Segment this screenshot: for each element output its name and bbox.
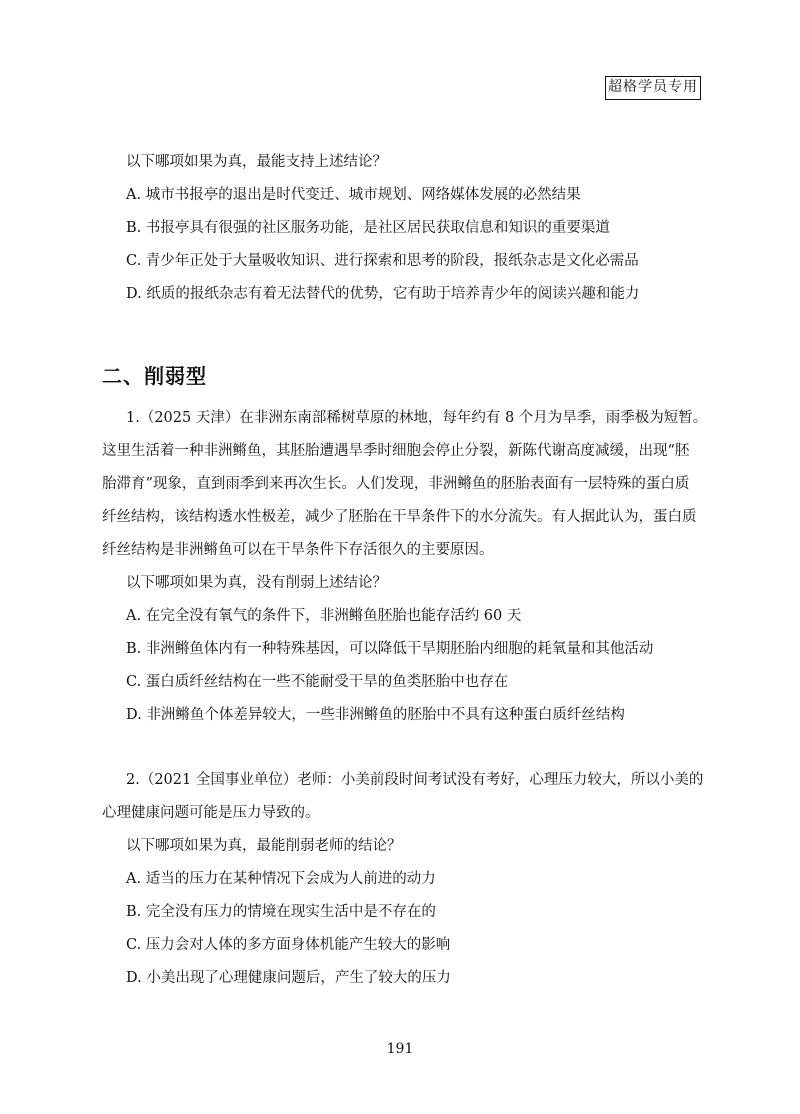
q1-stem-line-3: 胎滞育”现象，直到雨季到来再次生长。人们发现，非洲鳉鱼的胚胎表面有一层特殊的蛋白质	[102, 476, 690, 492]
prev-question-prompt: 以下哪项如果为真，最能支持上述结论？	[126, 154, 387, 170]
students-only-badge: 超格学员专用	[605, 76, 701, 100]
q1-stem-line-1: 1.（2025 天津）在非洲东南部稀树草原的林地，每年约有 8 个月为旱季，雨季极为短暂。	[126, 410, 708, 426]
page-number: 191	[386, 1041, 414, 1057]
q2-option-c: C. 压力会对人体的多方面身体机能产生较大的影响	[126, 937, 451, 953]
q1-stem-line-2: 这里生活着一种非洲鳉鱼，其胚胎遭遇旱季时细胞会停止分裂，新陈代谢高度减缓，出现“胚	[102, 443, 690, 459]
prev-option-c: C. 青少年正处于大量吸收知识、进行探索和思考的阶段，报纸杂志是文化必需品	[126, 253, 639, 269]
q1-prompt: 以下哪项如果为真，没有削弱上述结论？	[126, 575, 387, 591]
q2-stem-line-2: 心理健康问题可能是压力导致的。	[102, 805, 320, 821]
q1-option-b: B. 非洲鳉鱼体内有一种特殊基因，可以降低干旱期胚胎内细胞的耗氧量和其他活动	[126, 641, 654, 657]
q2-option-a: A. 适当的压力在某种情况下会成为人前进的动力	[126, 871, 436, 887]
prev-option-b: B. 书报亭具有很强的社区服务功能，是社区居民获取信息和知识的重要渠道	[126, 220, 610, 236]
q1-option-d: D. 非洲鳉鱼个体差异较大，一些非洲鳉鱼的胚胎中不具有这种蛋白质纤丝结构	[126, 707, 625, 723]
section-title: 二、削弱型	[102, 364, 207, 388]
q2-option-d: D. 小美出现了心理健康问题后，产生了较大的压力	[126, 970, 451, 986]
q1-stem-line-4: 纤丝结构，该结构透水性极差，减少了胚胎在干旱条件下的水分流失。有人据此认为，蛋白质	[102, 509, 697, 525]
q2-option-b: B. 完全没有压力的情境在现实生活中是不存在的	[126, 904, 436, 920]
q1-stem-line-5: 纤丝结构是非洲鳉鱼可以在干旱条件下存活很久的主要原因。	[102, 542, 494, 558]
prev-option-a: A. 城市书报亭的退出是时代变迁、城市规划、网络媒体发展的必然结果	[126, 187, 581, 203]
q2-stem-line-1: 2.（2021 全国事业单位）老师：小美前段时间考试没有考好，心理压力较大，所以小美的	[126, 772, 704, 788]
prev-option-d: D. 纸质的报纸杂志有着无法替代的优势，它有助于培养青少年的阅读兴趣和能力	[126, 286, 640, 302]
q2-prompt: 以下哪项如果为真，最能削弱老师的结论？	[126, 838, 402, 854]
q1-option-c: C. 蛋白质纤丝结构在一些不能耐受干旱的鱼类胚胎中也存在	[126, 674, 509, 690]
q1-option-a: A. 在完全没有氧气的条件下，非洲鳉鱼胚胎也能存活约 60 天	[126, 608, 522, 624]
